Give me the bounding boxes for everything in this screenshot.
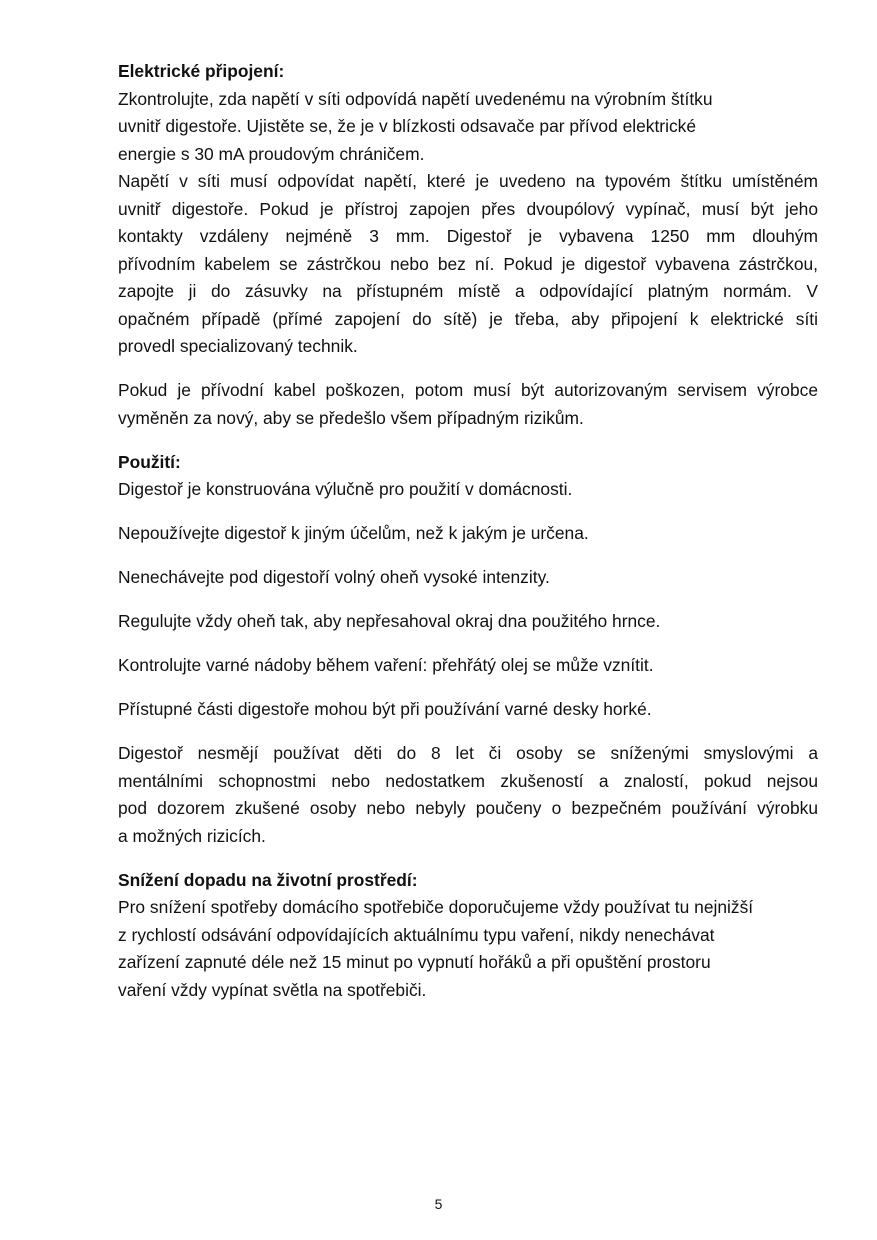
text-line: přívodním kabelem se zástrčkou nebo bez ní. Pokud je digestoř vybavena zástrčkou, [118, 253, 818, 274]
section-heading-environment: Snížení dopadu na životní prostředí: [118, 869, 418, 890]
page-number: 5 [434, 1196, 443, 1212]
environment-paragraph [118, 894, 818, 1004]
usage-paragraph-2 [118, 520, 818, 548]
usage-paragraph-6 [118, 696, 818, 724]
usage-paragraph-5 [118, 652, 818, 680]
text-line: mentálními schopnostmi nebo nedostatkem zkušeností a znalostí, pokud nejsou [118, 770, 818, 791]
text-line: Napětí v síti musí odpovídat napětí, které je uvedeno na typovém štítku umístěném [118, 171, 818, 191]
section-heading-usage: Použití: [118, 451, 181, 472]
text-line: Digestoř je konstruována výlučně pro použití v domácnosti. [118, 479, 573, 499]
text-line: Kontrolujte varné nádoby během vaření: přehřátý olej se může vznítit. [118, 655, 654, 675]
text-line: Nenechávejte pod digestoří volný oheň vysoké intenzity. [118, 567, 550, 587]
text-line: uvnitř digestoře. Pokud je přístroj zapojen přes dvoupólový vypínač, musí být jeho [118, 198, 818, 219]
text-line: zařízení zapnuté déle než 15 minut po vypnutí hořáků a při opuštění prostoru [118, 952, 711, 972]
text-line: vaření vždy vypínat světla na spotřebiči. [118, 979, 427, 1000]
text-line: opačném případě (přímé zapojení do sítě) je třeba, aby připojení k elektrické síti [118, 308, 818, 329]
electrical-paragraph-2 [118, 168, 818, 361]
usage-paragraph-7 [118, 740, 818, 850]
text-line: pod dozorem zkušené osoby nebo nebyly poučeny o bezpečném používání výrobku [118, 798, 818, 818]
electrical-paragraph-3 [118, 377, 818, 432]
text-line: Nepoužívejte digestoř k jiným účelům, než k jakým je určena. [118, 523, 589, 543]
text-line: Zkontrolujte, zda napětí v síti odpovídá napětí uvedenému na výrobním štítku [118, 88, 713, 109]
usage-paragraph-1 [118, 476, 818, 504]
section-usage [118, 449, 818, 851]
text-line: a možných rizicích. [118, 825, 266, 846]
document-page [118, 58, 818, 1004]
text-line: uvnitř digestoře. Ujistěte se, že je v blízkosti odsavače par přívod elektrické [118, 116, 697, 136]
section-environment [118, 867, 818, 1005]
text-line: kontakty vzdáleny nejméně 3 mm. Digestoř je vybavena 1250 mm dlouhým [118, 226, 818, 246]
text-line: provedl specializovaný technik. [118, 336, 358, 356]
text-line: vyměněn za nový, aby se předešlo všem případným rizikům. [118, 407, 584, 428]
section-electrical [118, 58, 818, 432]
section-heading-electrical: Elektrické připojení: [118, 61, 285, 81]
text-line: Pro snížení spotřeby domácího spotřebiče doporučujeme vždy používat tu nejnižší [118, 897, 754, 917]
text-line: zapojte ji do zásuvky na přístupném místě a odpovídající platným normám. V [118, 281, 818, 301]
text-line: Pokud je přívodní kabel poškozen, potom musí být autorizovaným servisem výrobce [118, 380, 818, 400]
text-line: Regulujte vždy oheň tak, aby nepřesahoval okraj dna použitého hrnce. [118, 611, 661, 631]
text-line: z rychlostí odsávání odpovídajících aktuálnímu typu vaření, nikdy nenechávat [118, 924, 715, 945]
usage-paragraph-4 [118, 608, 818, 636]
text-line: energie s 30 mA proudovým chráničem. [118, 143, 425, 164]
electrical-paragraph-1 [118, 86, 818, 169]
usage-paragraph-3 [118, 564, 818, 592]
text-line: Přístupné části digestoře mohou být při používání varné desky horké. [118, 699, 652, 719]
text-line: Digestoř nesmějí používat děti do 8 let či osoby se sníženými smyslovými a [118, 743, 818, 763]
